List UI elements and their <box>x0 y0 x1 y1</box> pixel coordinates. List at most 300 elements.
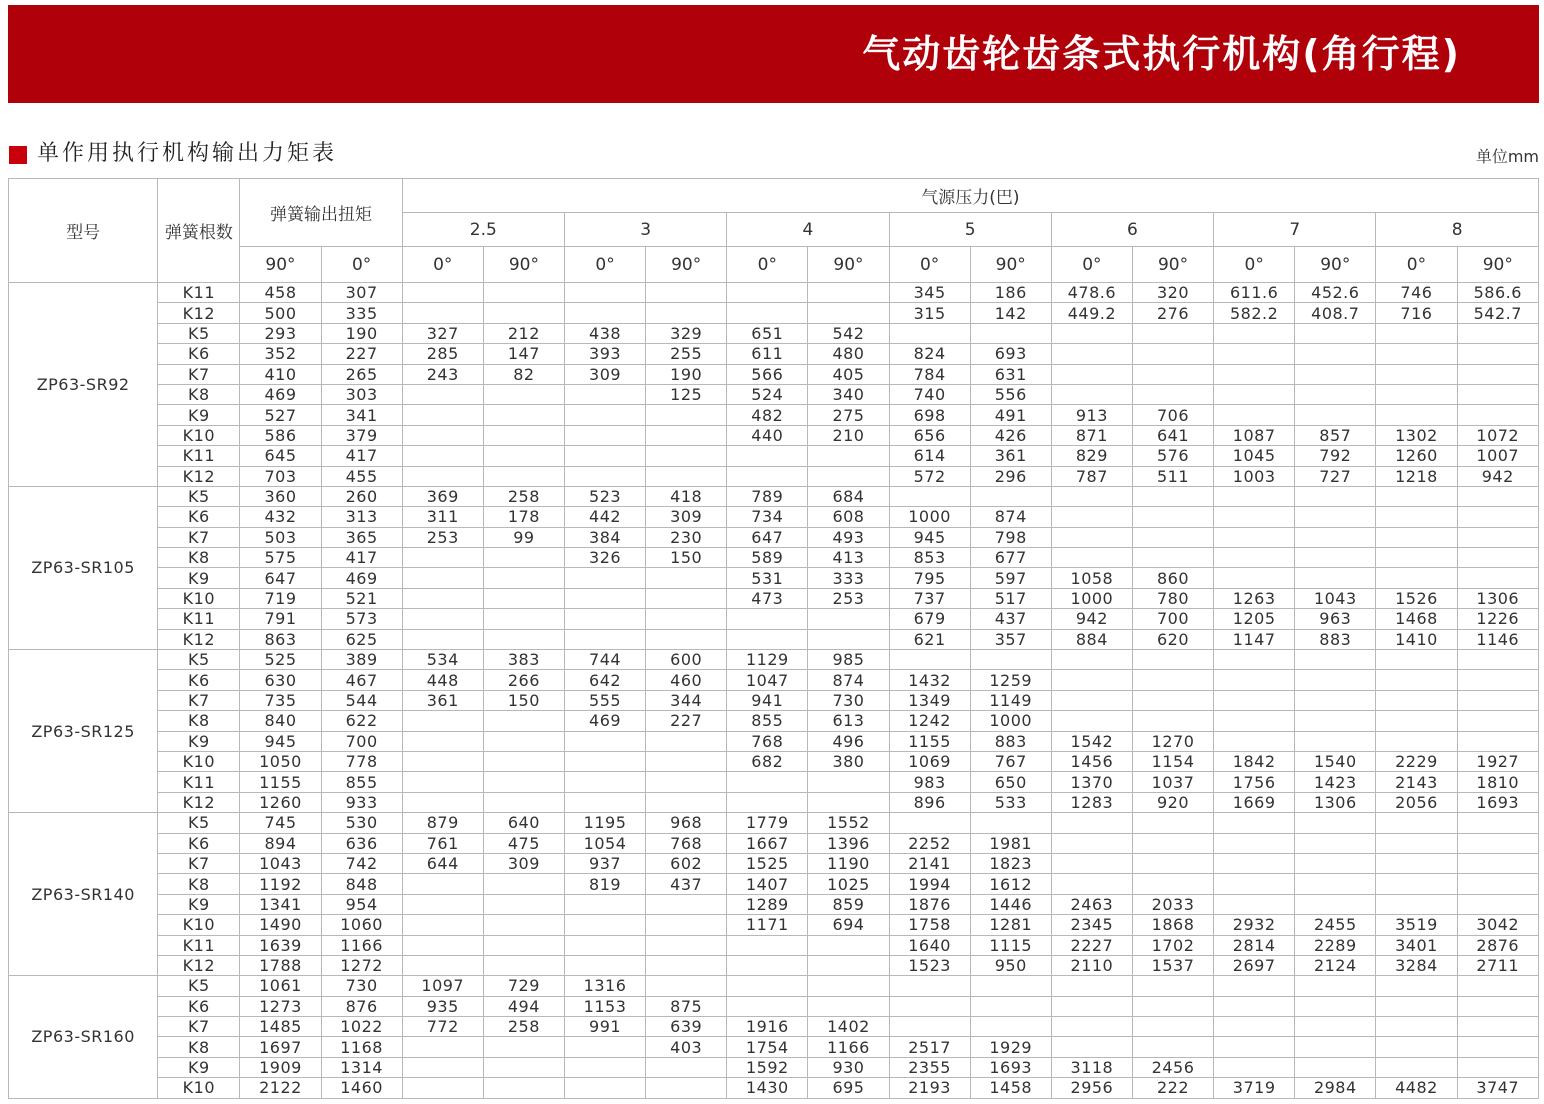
torque-cell: 645 <box>240 446 321 466</box>
torque-cell <box>1457 568 1538 588</box>
table-row <box>9 568 1539 588</box>
table-row <box>9 935 1539 955</box>
torque-cell: 448 <box>402 670 483 690</box>
torque-cell: 1552 <box>808 813 889 833</box>
torque-cell: 1058 <box>1051 568 1132 588</box>
torque-cell <box>970 486 1051 506</box>
torque-cell: 503 <box>240 527 321 547</box>
torque-cell <box>1295 976 1376 996</box>
torque-cell: 544 <box>321 690 402 710</box>
torque-cell <box>483 568 564 588</box>
torque-cell <box>646 894 727 914</box>
torque-cell: 963 <box>1295 609 1376 629</box>
torque-cell: 1612 <box>970 874 1051 894</box>
torque-cell <box>970 813 1051 833</box>
torque-cell: 1060 <box>321 915 402 935</box>
spring-count-cell: K8 <box>158 548 240 568</box>
table-row <box>9 853 1539 873</box>
torque-cell: 1823 <box>970 853 1051 873</box>
torque-cell: 937 <box>564 853 645 873</box>
torque-cell <box>970 976 1051 996</box>
table-row <box>9 731 1539 751</box>
table-row <box>9 344 1539 364</box>
table-row <box>9 813 1539 833</box>
torque-cell: 1788 <box>240 955 321 975</box>
torque-cell <box>646 915 727 935</box>
torque-cell: 1432 <box>889 670 970 690</box>
table-row <box>9 588 1539 608</box>
table-row <box>9 446 1539 466</box>
torque-cell <box>1457 548 1538 568</box>
torque-cell: 460 <box>646 670 727 690</box>
torque-cell <box>564 1037 645 1057</box>
torque-cell: 863 <box>240 629 321 649</box>
torque-cell <box>646 283 727 303</box>
torque-cell <box>1376 568 1457 588</box>
torque-cell: 1994 <box>889 874 970 894</box>
torque-cell <box>564 894 645 914</box>
spring-count-cell: K9 <box>158 568 240 588</box>
table-row <box>9 915 1539 935</box>
torque-cell <box>1214 405 1295 425</box>
torque-cell <box>1051 650 1132 670</box>
torque-cell <box>1295 813 1376 833</box>
torque-cell <box>1214 1057 1295 1077</box>
section-title: 单作用执行机构输出力矩表 <box>37 141 338 166</box>
torque-cell <box>1051 486 1132 506</box>
torque-cell <box>889 650 970 670</box>
torque-cell <box>483 955 564 975</box>
torque-cell <box>402 1057 483 1077</box>
torque-cell <box>808 792 889 812</box>
torque-cell: 458 <box>240 283 321 303</box>
torque-cell: 3118 <box>1051 1057 1132 1077</box>
torque-cell <box>1376 853 1457 873</box>
torque-cell: 475 <box>483 833 564 853</box>
torque-cell: 190 <box>321 323 402 343</box>
torque-cell: 2984 <box>1295 1078 1376 1098</box>
torque-cell: 798 <box>970 527 1051 547</box>
torque-cell <box>1051 323 1132 343</box>
torque-cell: 573 <box>321 609 402 629</box>
torque-cell: 2814 <box>1214 935 1295 955</box>
torque-cell: 3719 <box>1214 1078 1295 1098</box>
torque-cell: 656 <box>889 425 970 445</box>
torque-cell: 360 <box>240 486 321 506</box>
model-cell: ZP63-SR160 <box>9 976 158 1098</box>
torque-cell: 455 <box>321 466 402 486</box>
torque-cell: 1007 <box>1457 446 1538 466</box>
torque-cell: 82 <box>483 364 564 384</box>
torque-cell: 1000 <box>1051 588 1132 608</box>
torque-cell <box>1214 874 1295 894</box>
torque-cell: 389 <box>321 650 402 670</box>
torque-cell <box>1376 1017 1457 1037</box>
torque-cell: 1205 <box>1214 609 1295 629</box>
torque-cell: 1190 <box>808 853 889 873</box>
torque-cell: 848 <box>321 874 402 894</box>
torque-cell: 883 <box>1295 629 1376 649</box>
torque-cell <box>1214 548 1295 568</box>
torque-cell: 1003 <box>1214 466 1295 486</box>
torque-cell <box>1295 364 1376 384</box>
torque-cell: 227 <box>321 344 402 364</box>
torque-cell <box>808 609 889 629</box>
torque-cell: 222 <box>1132 1078 1213 1098</box>
torque-cell: 729 <box>483 976 564 996</box>
model-cell: ZP63-SR125 <box>9 650 158 813</box>
torque-cell: 1810 <box>1457 772 1538 792</box>
torque-cell: 703 <box>240 466 321 486</box>
torque-cell: 576 <box>1132 446 1213 466</box>
torque-cell: 3042 <box>1457 915 1538 935</box>
torque-cell <box>1376 1057 1457 1077</box>
table-row <box>9 1037 1539 1057</box>
torque-cell: 542 <box>808 323 889 343</box>
torque-cell: 1693 <box>1457 792 1538 812</box>
torque-cell: 791 <box>240 609 321 629</box>
torque-cell <box>483 384 564 404</box>
torque-cell <box>402 588 483 608</box>
torque-cell <box>1295 690 1376 710</box>
torque-cell: 734 <box>727 507 808 527</box>
torque-cell: 556 <box>970 384 1051 404</box>
torque-cell: 935 <box>402 996 483 1016</box>
torque-cell <box>808 446 889 466</box>
torque-cell: 682 <box>727 751 808 771</box>
torque-cell <box>1457 486 1538 506</box>
torque-cell <box>564 751 645 771</box>
torque-cell <box>1051 690 1132 710</box>
torque-cell: 695 <box>808 1078 889 1098</box>
torque-cell <box>564 283 645 303</box>
torque-cell: 620 <box>1132 629 1213 649</box>
torque-cell: 534 <box>402 650 483 670</box>
torque-cell: 700 <box>1132 609 1213 629</box>
spring-count-cell: K10 <box>158 915 240 935</box>
torque-cell <box>1214 996 1295 1016</box>
torque-cell <box>1457 894 1538 914</box>
torque-cell: 1446 <box>970 894 1051 914</box>
torque-cell: 684 <box>808 486 889 506</box>
torque-cell <box>1132 996 1213 1016</box>
torque-cell: 2141 <box>889 853 970 873</box>
torque-cell: 265 <box>321 364 402 384</box>
torque-cell: 824 <box>889 344 970 364</box>
torque-cell: 417 <box>321 446 402 466</box>
torque-cell: 1485 <box>240 1017 321 1037</box>
torque-cell: 942 <box>1457 466 1538 486</box>
torque-cell <box>646 466 727 486</box>
torque-cell: 586 <box>240 425 321 445</box>
torque-cell: 1341 <box>240 894 321 914</box>
torque-cell <box>1376 323 1457 343</box>
table-row <box>9 527 1539 547</box>
torque-cell <box>1295 833 1376 853</box>
torque-cell: 253 <box>808 588 889 608</box>
torque-cell: 190 <box>646 364 727 384</box>
torque-cell: 2456 <box>1132 1057 1213 1077</box>
torque-cell: 941 <box>727 690 808 710</box>
torque-cell <box>1214 813 1295 833</box>
spring-count-cell: K12 <box>158 466 240 486</box>
torque-cell <box>1295 568 1376 588</box>
spring-count-cell: K11 <box>158 772 240 792</box>
table-row <box>9 955 1539 975</box>
torque-cell: 716 <box>1376 303 1457 323</box>
torque-cell: 296 <box>970 466 1051 486</box>
torque-cell <box>1376 384 1457 404</box>
torque-cell <box>1457 344 1538 364</box>
torque-cell <box>402 935 483 955</box>
torque-cell: 2124 <box>1295 955 1376 975</box>
torque-cell <box>970 650 1051 670</box>
spring-count-cell: K7 <box>158 690 240 710</box>
torque-cell: 230 <box>646 527 727 547</box>
header-angle: 90° <box>970 247 1051 283</box>
torque-cell: 1069 <box>889 751 970 771</box>
torque-cell: 2517 <box>889 1037 970 1057</box>
torque-cell <box>1051 711 1132 731</box>
torque-cell <box>1457 853 1538 873</box>
torque-cell: 341 <box>321 405 402 425</box>
torque-cell: 942 <box>1051 609 1132 629</box>
torque-cell: 313 <box>321 507 402 527</box>
torque-cell: 1155 <box>889 731 970 751</box>
header-angle: 90° <box>1457 247 1538 283</box>
torque-cell: 494 <box>483 996 564 1016</box>
torque-cell: 1168 <box>321 1037 402 1057</box>
torque-cell: 1756 <box>1214 772 1295 792</box>
torque-cell: 742 <box>321 853 402 873</box>
torque-cell <box>808 283 889 303</box>
torque-cell: 147 <box>483 344 564 364</box>
torque-cell: 523 <box>564 486 645 506</box>
torque-cell: 1458 <box>970 1078 1051 1098</box>
spring-count-cell: K11 <box>158 446 240 466</box>
torque-cell: 875 <box>646 996 727 1016</box>
torque-cell <box>1214 486 1295 506</box>
torque-cell: 1218 <box>1376 466 1457 486</box>
header-angle: 0° <box>402 247 483 283</box>
torque-cell <box>1376 405 1457 425</box>
torque-cell: 1195 <box>564 813 645 833</box>
spring-count-cell: K10 <box>158 1078 240 1098</box>
torque-cell: 920 <box>1132 792 1213 812</box>
torque-cell <box>1295 731 1376 751</box>
torque-cell <box>1214 384 1295 404</box>
torque-cell: 500 <box>240 303 321 323</box>
torque-cell: 1047 <box>727 670 808 690</box>
torque-cell: 1349 <box>889 690 970 710</box>
spring-count-cell: K6 <box>158 670 240 690</box>
torque-cell: 679 <box>889 609 970 629</box>
torque-cell: 227 <box>646 711 727 731</box>
spring-count-cell: K10 <box>158 588 240 608</box>
torque-cell <box>727 446 808 466</box>
torque-cell: 511 <box>1132 466 1213 486</box>
torque-cell <box>808 976 889 996</box>
torque-cell <box>1214 364 1295 384</box>
torque-cell <box>1457 731 1538 751</box>
torque-cell <box>1295 874 1376 894</box>
torque-cell: 309 <box>483 853 564 873</box>
torque-cell <box>889 323 970 343</box>
torque-cell <box>970 996 1051 1016</box>
torque-cell: 1306 <box>1295 792 1376 812</box>
torque-cell <box>1376 996 1457 1016</box>
torque-cell: 1146 <box>1457 629 1538 649</box>
torque-cell: 954 <box>321 894 402 914</box>
torque-cell: 1037 <box>1132 772 1213 792</box>
torque-cell <box>727 935 808 955</box>
torque-cell: 1025 <box>808 874 889 894</box>
torque-cell <box>1214 527 1295 547</box>
torque-cell <box>483 609 564 629</box>
torque-cell: 383 <box>483 650 564 670</box>
torque-cell: 329 <box>646 323 727 343</box>
torque-cell <box>646 955 727 975</box>
torque-cell <box>727 792 808 812</box>
torque-cell: 611.6 <box>1214 283 1295 303</box>
torque-cell: 945 <box>889 527 970 547</box>
torque-cell <box>1457 874 1538 894</box>
torque-cell: 303 <box>321 384 402 404</box>
torque-cell <box>646 629 727 649</box>
torque-cell <box>1376 833 1457 853</box>
torque-cell <box>1457 650 1538 670</box>
table-row <box>9 609 1539 629</box>
table-row <box>9 650 1539 670</box>
torque-cell <box>646 1078 727 1098</box>
torque-cell <box>1214 323 1295 343</box>
torque-cell: 531 <box>727 568 808 588</box>
torque-cell: 1396 <box>808 833 889 853</box>
torque-cell: 950 <box>970 955 1051 975</box>
torque-cell <box>1214 731 1295 751</box>
torque-cell: 2876 <box>1457 935 1538 955</box>
torque-cell <box>483 731 564 751</box>
torque-cell: 3519 <box>1376 915 1457 935</box>
torque-cell: 2932 <box>1214 915 1295 935</box>
torque-cell <box>889 1017 970 1037</box>
torque-cell <box>1376 650 1457 670</box>
torque-cell <box>402 568 483 588</box>
torque-cell <box>1214 650 1295 670</box>
torque-cell: 586.6 <box>1457 283 1538 303</box>
torque-cell: 611 <box>727 344 808 364</box>
torque-cell: 1526 <box>1376 588 1457 608</box>
torque-cell: 1592 <box>727 1057 808 1077</box>
torque-cell <box>646 303 727 323</box>
torque-cell: 1842 <box>1214 751 1295 771</box>
torque-cell <box>402 711 483 731</box>
torque-cell: 582.2 <box>1214 303 1295 323</box>
torque-cell: 1281 <box>970 915 1051 935</box>
torque-cell: 403 <box>646 1037 727 1057</box>
torque-cell: 2122 <box>240 1078 321 1098</box>
torque-cell: 258 <box>483 486 564 506</box>
torque-cell: 857 <box>1295 425 1376 445</box>
torque-cell <box>402 425 483 445</box>
torque-cell: 1000 <box>970 711 1051 731</box>
torque-cell <box>1132 364 1213 384</box>
torque-cell: 311 <box>402 507 483 527</box>
torque-cell: 597 <box>970 568 1051 588</box>
torque-cell: 787 <box>1051 466 1132 486</box>
torque-cell <box>402 874 483 894</box>
torque-cell <box>402 1037 483 1057</box>
unit-label: 单位mm <box>1475 147 1539 166</box>
spring-count-cell: K6 <box>158 996 240 1016</box>
torque-cell <box>1457 1037 1538 1057</box>
torque-cell: 212 <box>483 323 564 343</box>
torque-cell: 636 <box>321 833 402 853</box>
torque-cell <box>564 303 645 323</box>
torque-cell: 327 <box>402 323 483 343</box>
torque-cell: 1525 <box>727 853 808 873</box>
torque-cell <box>564 405 645 425</box>
torque-cell <box>1457 690 1538 710</box>
torque-cell: 3747 <box>1457 1078 1538 1098</box>
torque-cell <box>808 466 889 486</box>
torque-cell: 1402 <box>808 1017 889 1037</box>
torque-cell: 418 <box>646 486 727 506</box>
table-row <box>9 833 1539 853</box>
torque-cell <box>1132 813 1213 833</box>
torque-cell: 524 <box>727 384 808 404</box>
torque-cell: 968 <box>646 813 727 833</box>
spring-count-cell: K8 <box>158 874 240 894</box>
torque-cell: 2289 <box>1295 935 1376 955</box>
spring-count-cell: K10 <box>158 425 240 445</box>
torque-cell <box>1295 1017 1376 1037</box>
torque-cell: 795 <box>889 568 970 588</box>
torque-cell <box>402 731 483 751</box>
torque-cell <box>483 1037 564 1057</box>
torque-cell: 746 <box>1376 283 1457 303</box>
header-angle: 0° <box>321 247 402 283</box>
header-pressure: 7 <box>1214 213 1376 247</box>
torque-cell: 1273 <box>240 996 321 1016</box>
spring-count-cell: K5 <box>158 486 240 506</box>
torque-cell: 730 <box>808 690 889 710</box>
torque-cell: 2227 <box>1051 935 1132 955</box>
torque-cell: 700 <box>321 731 402 751</box>
spring-count-cell: K7 <box>158 1017 240 1037</box>
torque-cell: 178 <box>483 507 564 527</box>
torque-cell <box>1214 670 1295 690</box>
torque-cell <box>646 792 727 812</box>
torque-cell <box>1376 527 1457 547</box>
torque-cell: 417 <box>321 548 402 568</box>
torque-cell <box>1132 853 1213 873</box>
torque-cell <box>483 1057 564 1077</box>
torque-cell: 613 <box>808 711 889 731</box>
header-spring-torque: 弹簧输出扭矩 <box>240 179 402 247</box>
torque-cell: 2956 <box>1051 1078 1132 1098</box>
torque-cell <box>1295 344 1376 364</box>
torque-cell <box>646 425 727 445</box>
torque-cell: 639 <box>646 1017 727 1037</box>
torque-cell: 1314 <box>321 1057 402 1077</box>
torque-cell <box>1457 670 1538 690</box>
model-cell: ZP63-SR140 <box>9 813 158 976</box>
spring-count-cell: K7 <box>158 364 240 384</box>
torque-cell <box>402 629 483 649</box>
torque-cell: 694 <box>808 915 889 935</box>
torque-cell <box>1214 690 1295 710</box>
